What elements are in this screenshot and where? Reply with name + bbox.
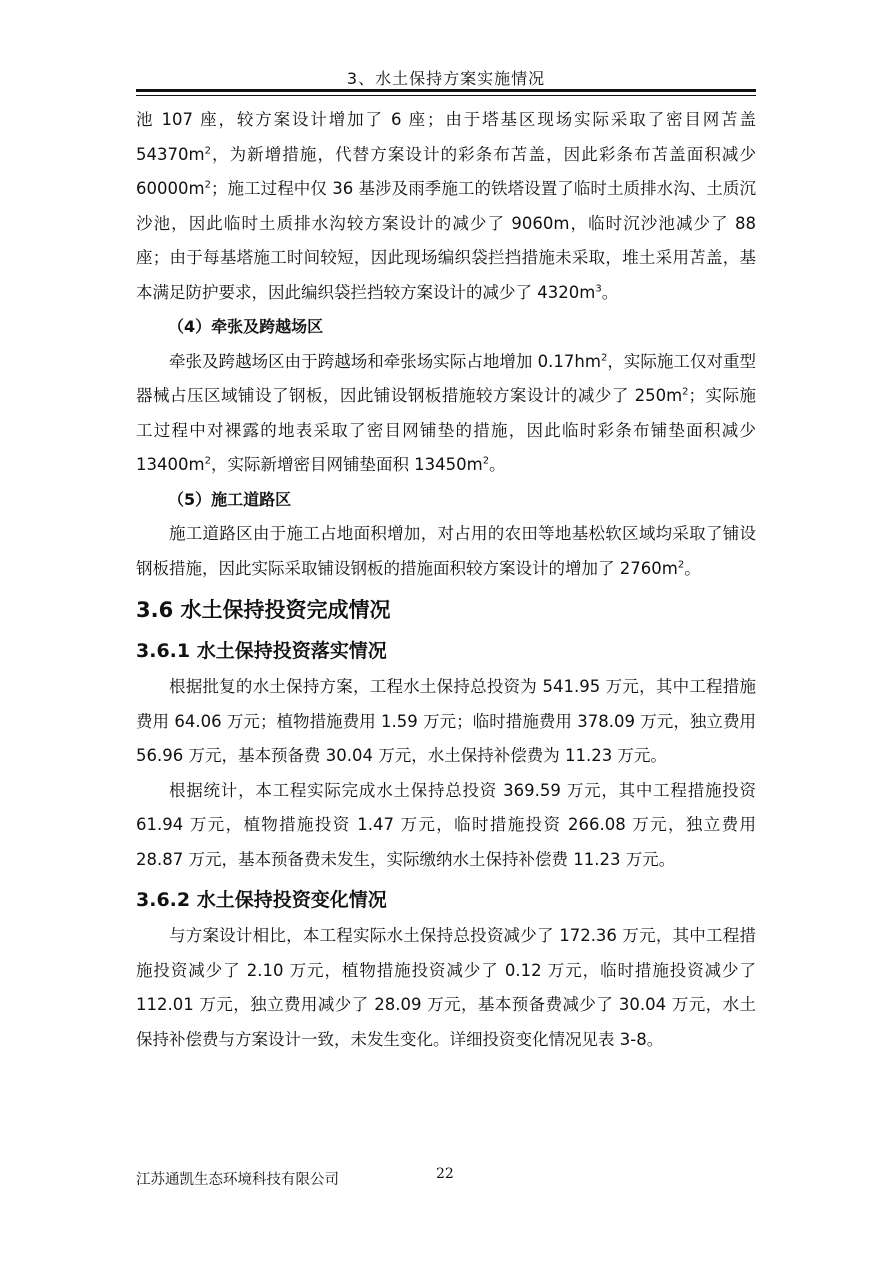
subheading-construction-road: （5）施工道路区 bbox=[168, 489, 292, 509]
text-run: ；施工过程中仅 36 基涉及雨季施工的铁塔设置了临时土质排水沟、土质沉沙池，因此临时土质排水沟较方案设计的减少了 9060m，临时沉沙池减少了 88 座；由于每基塔施工时间较短，因此现场编织袋拦挡措施未采取，堆土采用苫盖，基本满足防护要求，因此编织袋拦挡较方案设计的减少了 4320m bbox=[136, 179, 756, 302]
paragraph-construction-road bbox=[136, 517, 756, 586]
section-heading-3-6-2: 3.6.2 水土保持投资变化情况 bbox=[136, 889, 387, 911]
text-run: 。 bbox=[601, 282, 619, 302]
subheading-tension-crossing: （4）牵张及跨越场区 bbox=[168, 317, 324, 336]
text-run: 。 bbox=[684, 558, 701, 578]
paragraph-investment-change: 与方案设计相比，本工程实际水土保持总投资减少了 172.36 万元，其中工程措施投资减少了 2.10 万元，植物措施投资减少了 0.12 万元，临时措施投资减少了 112.01 万元，独立费用减少了 28.09 万元，基本预备费减少了 30.04 万元，水土保持补偿费与方案设计一致，未发生变化。详细投资变化情况见表 3-8。 bbox=[136, 926, 756, 1049]
header-rule-thin bbox=[136, 95, 756, 96]
text-run: 牵张及跨越场区由于跨越场和牵张场实际占地增加 0.17hm bbox=[169, 351, 601, 371]
superscript: 2 bbox=[482, 455, 490, 467]
page-number: 22 bbox=[436, 1166, 454, 1182]
superscript: 2 bbox=[682, 386, 689, 398]
text-run: 。 bbox=[489, 455, 506, 474]
text-run: ，实际施工仅对重型器械占压区域铺设了钢板，因此铺设钢板措施较方案设计的减少了 250m bbox=[136, 351, 756, 405]
footer-company-name: 江苏通凯生态环境科技有限公司 bbox=[136, 1172, 339, 1188]
text-run: 施工道路区由于施工占地面积增加，对占用的农田等地基松软区域均采取了铺设钢板措施，因此实际采取铺设钢板的措施面积较方案设计的增加了 2760m bbox=[136, 524, 756, 578]
section-heading-3-6-1: 3.6.1 水土保持投资落实情况 bbox=[136, 640, 387, 662]
text-run: ，实际新增密目网铺垫面积 13450m bbox=[210, 455, 483, 474]
page-body bbox=[136, 103, 756, 1057]
superscript: 2 bbox=[204, 145, 211, 156]
header-rule-thick bbox=[136, 89, 756, 92]
superscript: 2 bbox=[204, 179, 211, 191]
chapter-title: 3、水土保持方案实施情况 bbox=[346, 69, 546, 88]
superscript: 3 bbox=[595, 283, 602, 294]
superscript: 2 bbox=[677, 559, 685, 570]
text-run: 池 107 座，较方案设计增加了 6 座；由于塔基区现场实际采取了密目网苫盖 54370m bbox=[136, 110, 756, 164]
paragraph-approved-investment: 根据批复的水土保持方案，工程水土保持总投资为 541.95 万元，其中工程措施费用 64.06 万元；植物措施费用 1.59 万元；临时措施费用 378.09 万元，独立费用 56.96 万元，基本预备费 30.04 万元，水土保持补偿费为 11.23 万元。 bbox=[136, 677, 756, 765]
text-run: ；实际施工过程中对裸露的地表采取了密目网铺垫的措施，因此临时彩条布铺垫面积减少 13400m bbox=[136, 386, 756, 474]
paragraph-tower-measures bbox=[136, 103, 756, 310]
superscript: 2 bbox=[600, 352, 608, 363]
section-heading-3-6: 3.6 水土保持投资完成情况 bbox=[136, 598, 391, 622]
paragraph-tension-crossing bbox=[136, 345, 756, 483]
superscript: 2 bbox=[204, 455, 211, 467]
text-run: ，为新增措施，代替方案设计的彩条布苫盖，因此彩条布苫盖面积减少 60000m bbox=[136, 144, 756, 198]
paragraph-actual-investment: 根据统计，本工程实际完成水土保持总投资 369.59 万元，其中工程措施投资 61.94 万元，植物措施投资 1.47 万元，临时措施投资 266.08 万元，独立费用 28.87 万元，基本预备费未发生，实际缴纳水土保持补偿费 11.23 万元。 bbox=[136, 780, 756, 869]
